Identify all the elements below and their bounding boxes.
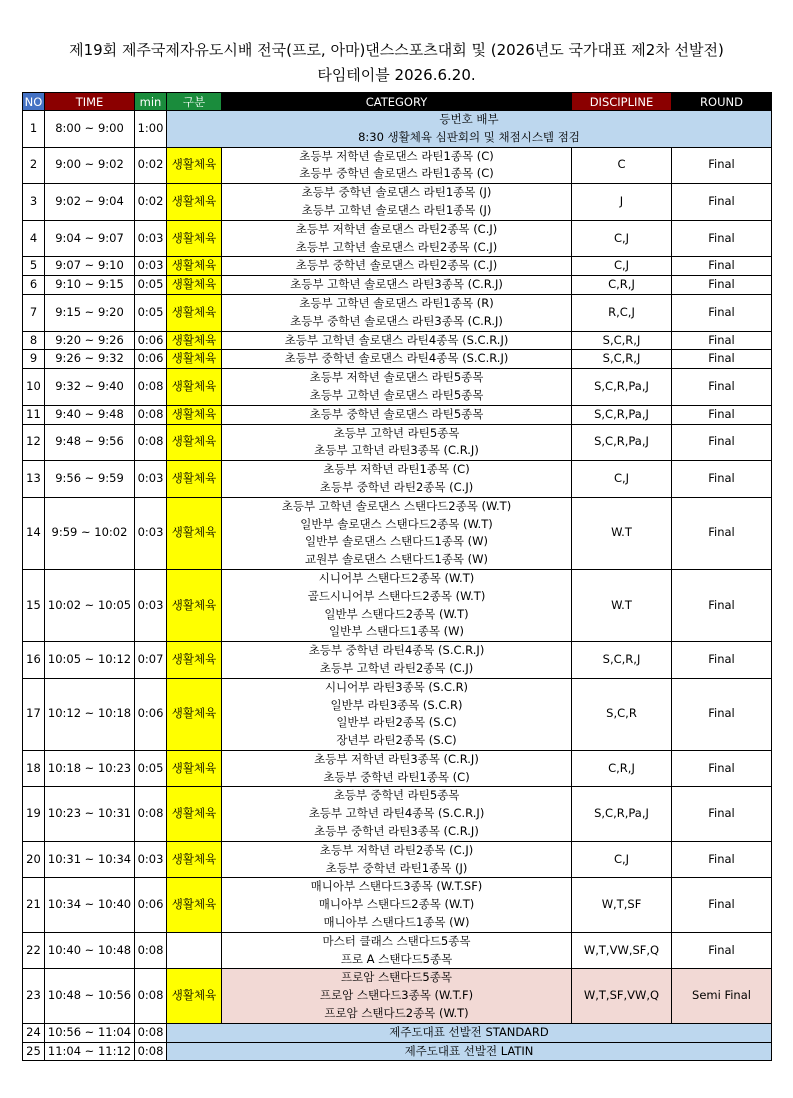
table-row	[23, 147, 772, 184]
row-discipline: R,C,J	[572, 294, 672, 331]
row-category	[222, 405, 572, 424]
row-time: 8:00 ~ 9:00	[45, 111, 135, 148]
row-round: Final	[672, 294, 772, 331]
category-line: 일반부 스탠다드1종목 (W)	[329, 624, 464, 639]
row-category	[222, 787, 572, 841]
row-discipline: W,T,SF	[572, 878, 672, 932]
row-discipline: W.T	[572, 569, 672, 641]
row-time: 9:48 ~ 9:56	[45, 424, 135, 461]
row-category	[222, 350, 572, 369]
row-category	[222, 294, 572, 331]
table-row	[23, 220, 772, 257]
table-row	[23, 111, 772, 148]
row-duration: 0:08	[135, 787, 167, 841]
row-division: 생활체육	[167, 878, 222, 932]
row-round: Final	[672, 787, 772, 841]
row-discipline: C,R,J	[572, 750, 672, 787]
row-duration: 0:02	[135, 147, 167, 184]
row-category	[222, 369, 572, 406]
timetable-body	[23, 111, 772, 1061]
table-row	[23, 932, 772, 969]
table-row	[23, 294, 772, 331]
row-number: 25	[23, 1042, 45, 1061]
row-time: 9:15 ~ 9:20	[45, 294, 135, 331]
row-duration: 0:03	[135, 220, 167, 257]
row-duration: 0:08	[135, 424, 167, 461]
row-division: 생활체육	[167, 147, 222, 184]
category-line: 초등부 저학년 라틴1종목 (C)	[323, 462, 470, 477]
category-line: 골드시니어부 스탠다드2종목 (W.T)	[307, 588, 486, 603]
row-time: 9:26 ~ 9:32	[45, 350, 135, 369]
category-line: 프로 A 스탠다드5종목	[340, 951, 453, 966]
row-duration: 0:08	[135, 369, 167, 406]
row-duration: 0:02	[135, 184, 167, 221]
row-duration: 0:05	[135, 294, 167, 331]
row-division: 생활체육	[167, 184, 222, 221]
category-line: 매니아부 스탠다드1종목 (W)	[323, 915, 470, 930]
row-discipline: S,C,R	[572, 678, 672, 750]
header-row	[23, 93, 772, 111]
row-division: 생활체육	[167, 678, 222, 750]
table-row	[23, 369, 772, 406]
row-division: 생활체육	[167, 294, 222, 331]
table-row	[23, 969, 772, 1023]
row-duration: 0:05	[135, 750, 167, 787]
header-category: CATEGORY	[222, 93, 572, 111]
table-row	[23, 424, 772, 461]
table-row	[23, 841, 772, 878]
banner-line: 제주도대표 선발전 STANDARD	[389, 1024, 549, 1039]
row-round: Final	[672, 220, 772, 257]
row-round: Final	[672, 405, 772, 424]
row-number: 3	[23, 184, 45, 221]
row-number: 12	[23, 424, 45, 461]
row-time: 10:18 ~ 10:23	[45, 750, 135, 787]
row-division: 생활체육	[167, 220, 222, 257]
category-line: 매니아부 스탠다드2종목 (W.T)	[318, 897, 475, 912]
row-division: 생활체육	[167, 276, 222, 295]
row-number: 1	[23, 111, 45, 148]
category-line: 초등부 고학년 솔로댄스 라틴4종목 (S.C.R.J)	[284, 332, 509, 347]
row-category	[222, 276, 572, 295]
category-line: 일반부 라틴2종목 (S.C)	[336, 715, 457, 730]
row-division: 생활체육	[167, 331, 222, 350]
category-line: 초등부 저학년 솔로댄스 라틴1종목 (C)	[299, 148, 494, 163]
table-row	[23, 461, 772, 498]
table-row	[23, 642, 772, 679]
row-time: 9:56 ~ 9:59	[45, 461, 135, 498]
row-time: 9:04 ~ 9:07	[45, 220, 135, 257]
category-line: 초등부 중학년 라틴3종목 (C.R.J)	[314, 824, 479, 839]
row-division: 생활체육	[167, 257, 222, 276]
row-time: 9:59 ~ 10:02	[45, 497, 135, 569]
table-row	[23, 878, 772, 932]
row-round: Final	[672, 424, 772, 461]
category-line: 초등부 고학년 라틴3종목 (C.R.J)	[314, 443, 479, 458]
row-category	[222, 461, 572, 498]
table-row	[23, 276, 772, 295]
row-number: 5	[23, 257, 45, 276]
event-banner	[167, 111, 772, 148]
row-discipline: W.T	[572, 497, 672, 569]
row-time: 10:48 ~ 10:56	[45, 969, 135, 1023]
row-category	[222, 878, 572, 932]
row-duration: 0:08	[135, 1042, 167, 1061]
row-round: Final	[672, 257, 772, 276]
row-discipline: C,J	[572, 257, 672, 276]
table-row	[23, 350, 772, 369]
row-duration: 0:03	[135, 841, 167, 878]
category-line: 초등부 고학년 솔로댄스 라틴1종목 (R)	[299, 295, 494, 310]
row-duration: 0:03	[135, 497, 167, 569]
row-division: 생활체육	[167, 369, 222, 406]
row-category	[222, 220, 572, 257]
row-number: 6	[23, 276, 45, 295]
category-line: 마스터 클래스 스탠다드5종목	[322, 933, 471, 948]
row-duration: 0:08	[135, 969, 167, 1023]
row-category	[222, 841, 572, 878]
row-round: Final	[672, 678, 772, 750]
row-duration: 0:08	[135, 1023, 167, 1042]
row-number: 21	[23, 878, 45, 932]
row-time: 10:56 ~ 11:04	[45, 1023, 135, 1042]
category-line: 장년부 라틴2종목 (S.C)	[336, 733, 457, 748]
category-line: 초등부 중학년 솔로댄스 라틴1종목 (C)	[299, 166, 494, 181]
banner-line: 제주도대표 선발전 LATIN	[404, 1043, 534, 1058]
category-line: 초등부 중학년 라틴1종목 (J)	[325, 860, 468, 875]
row-time: 10:31 ~ 10:34	[45, 841, 135, 878]
row-category	[222, 569, 572, 641]
row-category	[222, 147, 572, 184]
header-min: min	[135, 93, 167, 111]
row-time: 10:12 ~ 10:18	[45, 678, 135, 750]
row-discipline: S,C,R,J	[572, 642, 672, 679]
row-duration: 0:06	[135, 878, 167, 932]
row-discipline: C	[572, 147, 672, 184]
category-line: 초등부 중학년 솔로댄스 라틴2종목 (C.J)	[295, 258, 498, 273]
row-round: Final	[672, 369, 772, 406]
category-line: 교원부 솔로댄스 스탠다드1종목 (W)	[304, 552, 489, 567]
row-time: 11:04 ~ 11:12	[45, 1042, 135, 1061]
row-discipline: C,J	[572, 220, 672, 257]
row-number: 2	[23, 147, 45, 184]
event-banner	[167, 1023, 772, 1042]
row-division: 생활체육	[167, 569, 222, 641]
row-duration: 0:03	[135, 461, 167, 498]
row-duration: 0:06	[135, 331, 167, 350]
row-time: 10:05 ~ 10:12	[45, 642, 135, 679]
row-duration: 0:08	[135, 932, 167, 969]
row-discipline: C,R,J	[572, 276, 672, 295]
timetable	[22, 92, 772, 1061]
row-category	[222, 331, 572, 350]
row-discipline: J	[572, 184, 672, 221]
row-duration: 0:07	[135, 642, 167, 679]
category-line: 초등부 저학년 솔로댄스 라틴5종목	[309, 370, 484, 385]
table-row	[23, 569, 772, 641]
row-round: Final	[672, 184, 772, 221]
table-row	[23, 787, 772, 841]
category-line: 일반부 솔로댄스 스탠다드1종목 (W)	[304, 534, 489, 549]
row-category	[222, 642, 572, 679]
row-category	[222, 184, 572, 221]
row-division: 생활체육	[167, 497, 222, 569]
header-no: NO	[23, 93, 45, 111]
category-line: 초등부 중학년 라틴2종목 (C.J)	[319, 479, 474, 494]
row-time: 9:07 ~ 9:10	[45, 257, 135, 276]
row-number: 16	[23, 642, 45, 679]
category-line: 시니어부 라틴3종목 (S.C.R)	[324, 679, 469, 694]
row-discipline: S,C,R,Pa,J	[572, 405, 672, 424]
category-line: 초등부 고학년 라틴2종목 (C.J)	[319, 660, 474, 675]
row-time: 9:32 ~ 9:40	[45, 369, 135, 406]
category-line: 초등부 고학년 라틴4종목 (S.C.R.J)	[308, 806, 485, 821]
row-round: Final	[672, 569, 772, 641]
row-time: 9:10 ~ 9:15	[45, 276, 135, 295]
category-line: 초등부 고학년 솔로댄스 라틴5종목	[309, 387, 484, 402]
row-number: 10	[23, 369, 45, 406]
row-category	[222, 497, 572, 569]
row-round: Final	[672, 147, 772, 184]
row-number: 13	[23, 461, 45, 498]
row-number: 17	[23, 678, 45, 750]
row-discipline: W,T,VW,SF,Q	[572, 932, 672, 969]
table-row	[23, 405, 772, 424]
row-division: 생활체육	[167, 424, 222, 461]
table-row	[23, 1042, 772, 1061]
row-time: 9:00 ~ 9:02	[45, 147, 135, 184]
row-division: 생활체육	[167, 405, 222, 424]
category-line: 일반부 솔로댄스 스탠다드2종목 (W.T)	[300, 516, 493, 531]
row-round: Final	[672, 642, 772, 679]
header-time: TIME	[45, 93, 135, 111]
row-division: 생활체육	[167, 787, 222, 841]
category-line: 초등부 저학년 라틴3종목 (C.R.J)	[314, 751, 479, 766]
row-number: 22	[23, 932, 45, 969]
category-line: 프로암 스탠다드3종목 (W.T.F)	[319, 988, 474, 1003]
row-number: 8	[23, 331, 45, 350]
row-number: 24	[23, 1023, 45, 1042]
header-gubun: 구분	[167, 93, 222, 111]
banner-line: 8:30 생활체육 심판회의 및 채점시스템 점검	[358, 129, 580, 144]
row-time: 9:40 ~ 9:48	[45, 405, 135, 424]
row-discipline: S,C,R,Pa,J	[572, 424, 672, 461]
row-round: Final	[672, 932, 772, 969]
row-duration: 0:06	[135, 678, 167, 750]
row-number: 11	[23, 405, 45, 424]
row-discipline: S,C,R,Pa,J	[572, 787, 672, 841]
row-round: Semi Final	[672, 969, 772, 1023]
row-duration: 0:03	[135, 569, 167, 641]
category-line: 초등부 중학년 솔로댄스 라틴1종목 (J)	[301, 185, 492, 200]
row-number: 19	[23, 787, 45, 841]
row-division: 생활체육	[167, 461, 222, 498]
row-category	[222, 969, 572, 1023]
document-title: 제19회 제주국제자유도시배 전국(프로, 아마)댄스스포츠대회 및 (2026년도 국가대표 제2차 선발전)	[69, 41, 724, 59]
row-number: 9	[23, 350, 45, 369]
table-row	[23, 750, 772, 787]
row-division: 생활체육	[167, 969, 222, 1023]
category-line: 초등부 고학년 솔로댄스 라틴1종목 (J)	[301, 202, 492, 217]
row-category	[222, 932, 572, 969]
table-row	[23, 1023, 772, 1042]
row-discipline: S,C,R,J	[572, 331, 672, 350]
row-duration: 0:08	[135, 405, 167, 424]
row-number: 23	[23, 969, 45, 1023]
row-duration: 0:03	[135, 257, 167, 276]
category-line: 초등부 중학년 라틴1종목 (C)	[323, 769, 470, 784]
row-round: Final	[672, 497, 772, 569]
category-line: 초등부 중학년 라틴5종목	[333, 788, 460, 803]
category-line: 초등부 중학년 솔로댄스 라틴4종목 (S.C.R.J)	[284, 351, 509, 366]
row-number: 15	[23, 569, 45, 641]
table-row	[23, 678, 772, 750]
row-category	[222, 424, 572, 461]
row-duration: 0:05	[135, 276, 167, 295]
category-line: 프로암 스탠다드5종목	[341, 970, 452, 985]
row-discipline: W,T,SF,VW,Q	[572, 969, 672, 1023]
row-time: 9:02 ~ 9:04	[45, 184, 135, 221]
category-line: 초등부 중학년 솔로댄스 라틴3종목 (C.R.J)	[290, 313, 503, 328]
category-line: 초등부 고학년 솔로댄스 라틴2종목 (C.J)	[295, 239, 498, 254]
row-division: 생활체육	[167, 350, 222, 369]
row-round: Final	[672, 878, 772, 932]
row-number: 4	[23, 220, 45, 257]
row-round: Final	[672, 461, 772, 498]
row-duration: 0:06	[135, 350, 167, 369]
table-row	[23, 257, 772, 276]
category-line: 매니아부 스탠다드3종목 (W.T.SF)	[310, 879, 483, 894]
document-subtitle: 타임테이블 2026.6.20.	[317, 66, 476, 84]
row-time: 9:20 ~ 9:26	[45, 331, 135, 350]
row-discipline: C,J	[572, 841, 672, 878]
row-round: Final	[672, 276, 772, 295]
category-line: 초등부 고학년 라틴5종목	[333, 425, 460, 440]
row-number: 18	[23, 750, 45, 787]
row-discipline: S,C,R,J	[572, 350, 672, 369]
row-number: 14	[23, 497, 45, 569]
table-row	[23, 497, 772, 569]
banner-line: 등번호 배부	[439, 112, 499, 126]
row-discipline: S,C,R,Pa,J	[572, 369, 672, 406]
row-category	[222, 750, 572, 787]
header-round: ROUND	[672, 93, 772, 111]
category-line: 초등부 저학년 솔로댄스 라틴2종목 (C.J)	[295, 221, 498, 236]
category-line: 시니어부 스탠다드2종목 (W.T)	[318, 570, 475, 585]
header-discipline: DISCIPLINE	[572, 93, 672, 111]
row-division: 생활체육	[167, 642, 222, 679]
row-time: 10:23 ~ 10:31	[45, 787, 135, 841]
row-duration: 1:00	[135, 111, 167, 148]
row-time: 10:02 ~ 10:05	[45, 569, 135, 641]
row-round: Final	[672, 841, 772, 878]
row-round: Final	[672, 350, 772, 369]
row-time: 10:40 ~ 10:48	[45, 932, 135, 969]
category-line: 초등부 중학년 라틴4종목 (S.C.R.J)	[308, 643, 485, 658]
table-row	[23, 331, 772, 350]
row-discipline: C,J	[572, 461, 672, 498]
category-line: 일반부 라틴3종목 (S.C.R)	[330, 697, 463, 712]
table-row	[23, 184, 772, 221]
row-division: 생활체육	[167, 841, 222, 878]
row-division	[167, 932, 222, 969]
row-number: 20	[23, 841, 45, 878]
row-division: 생활체육	[167, 750, 222, 787]
category-line: 프로암 스탠다드2종목 (W.T)	[324, 1006, 469, 1021]
row-round: Final	[672, 750, 772, 787]
row-category	[222, 257, 572, 276]
category-line: 일반부 스탠다드2종목 (W.T)	[324, 606, 469, 621]
category-line: 초등부 중학년 솔로댄스 라틴5종목	[309, 406, 484, 421]
event-banner	[167, 1042, 772, 1061]
row-round: Final	[672, 331, 772, 350]
category-line: 초등부 고학년 솔로댄스 라틴3종목 (C.R.J)	[290, 277, 503, 292]
row-number: 7	[23, 294, 45, 331]
category-line: 초등부 고학년 솔로댄스 스탠다드2종목 (W.T)	[281, 498, 512, 513]
row-category	[222, 678, 572, 750]
category-line: 초등부 저학년 라틴2종목 (C.J)	[319, 842, 474, 857]
row-time: 10:34 ~ 10:40	[45, 878, 135, 932]
